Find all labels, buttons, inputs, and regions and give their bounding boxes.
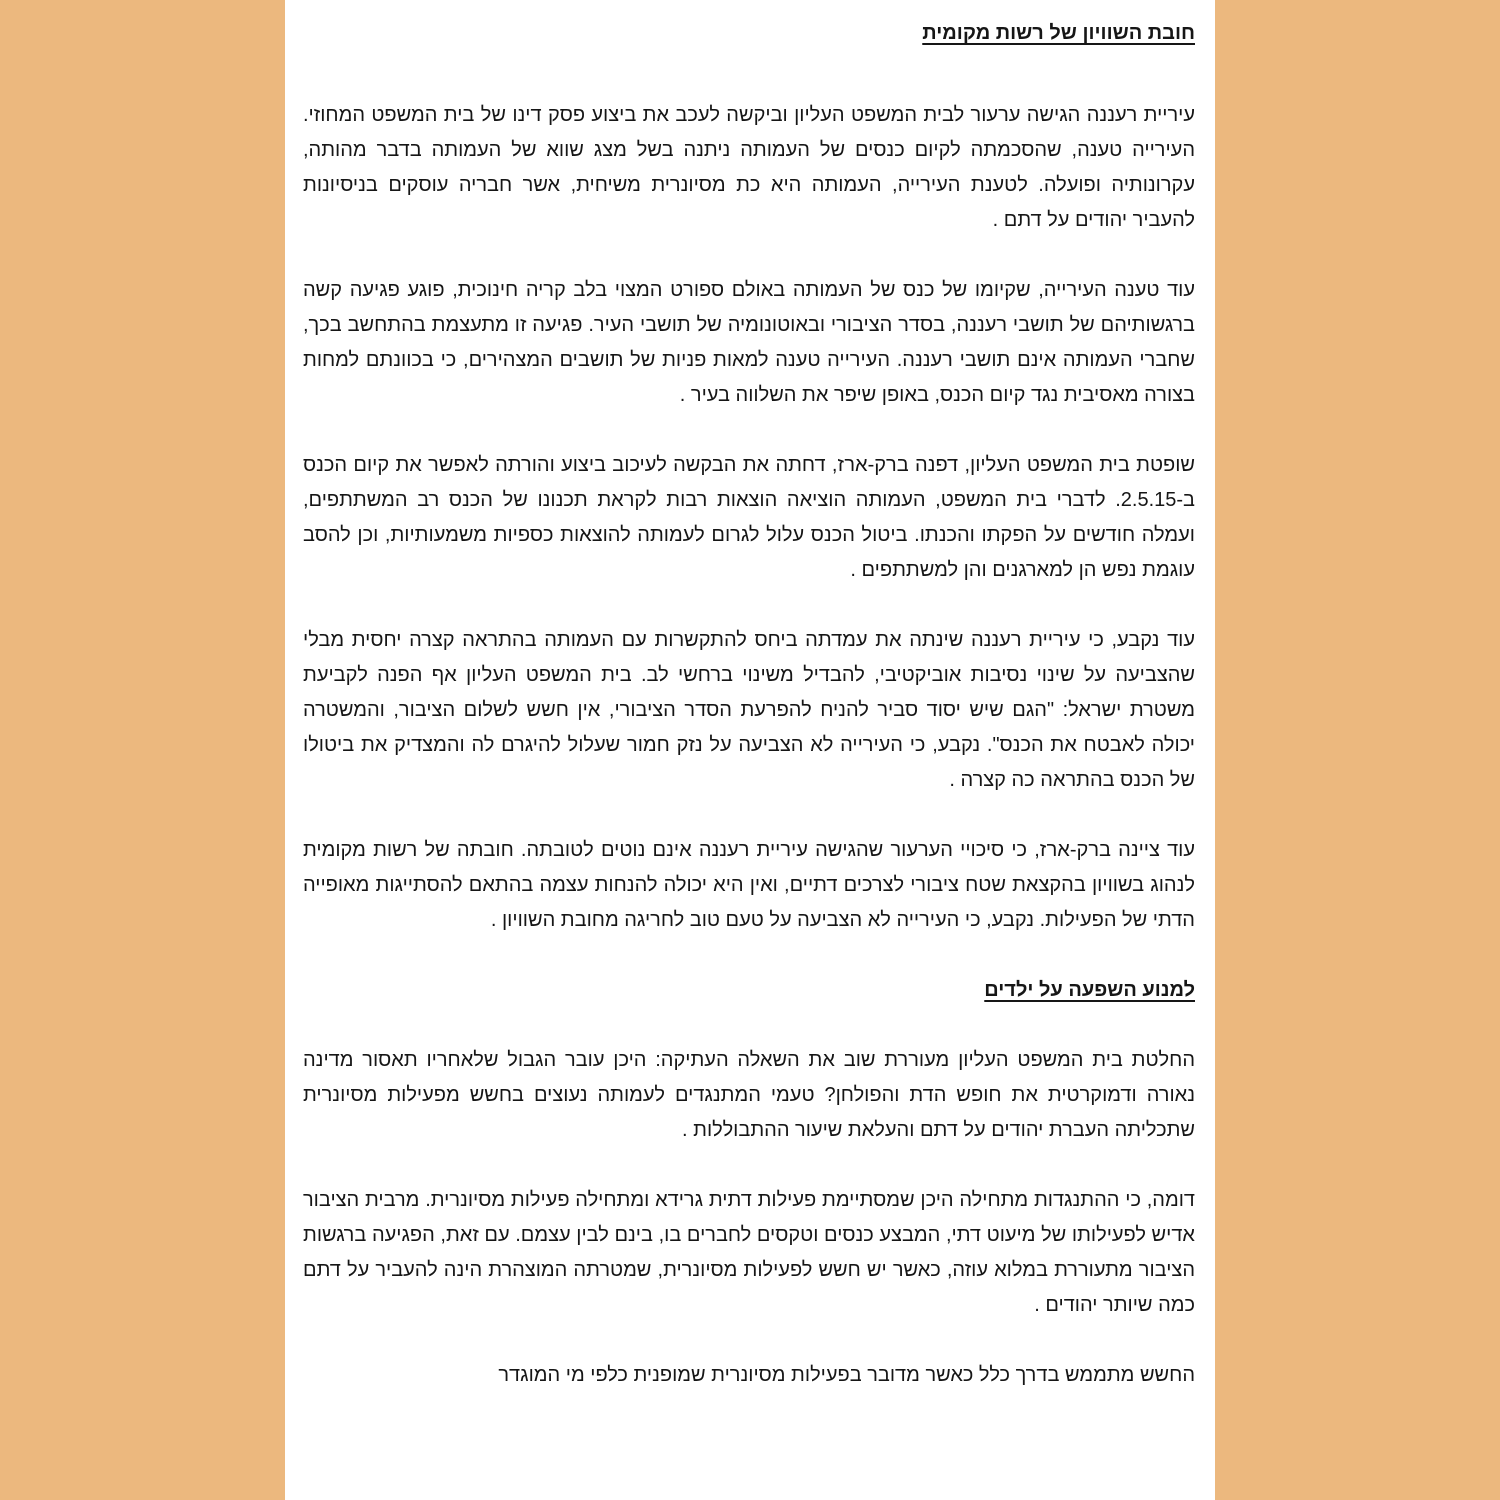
paragraph-2: עוד טענה העירייה, שקיומו של כנס של העמותה באולם ספורט המצוי בלב קריה חינוכית, פוגע פגיעה קשה ברגשותיהם של תושבי רעננה, בסדר הציבורי ובאוטונומיה של תושבי העיר. פגיעה זו מתעצמת בהתחשב בכך, שחברי העמותה אינם תושבי רעננה. העירייה טענה למאות פניות של תושבים המצהירים, כי בכוונתם למחות בצורה מאסיבית נגד קיום הכנס, באופן שיפר את השלווה בעיר . — [303, 279, 1195, 406]
paragraph-6: החלטת בית המשפט העליון מעוררת שוב את השאלה העתיקה: היכן עובר הגבול שלאחריו תאסור מדינה נאורה ודמוקרטית את חופש הדת והפולחן? טעמי המתנגדים לעמותה נעוצים בחשש מפעילות מסיונרית שתכליתה העברת יהודים על דתם והעלאת שיעור ההתבוללות . — [303, 1049, 1195, 1141]
paragraph-8: החשש מתממש בדרך כלל כאשר מדובר בפעילות מסיונרית שמופנית כלפי מי המוגדר — [498, 1364, 1195, 1386]
document-page — [285, 0, 1215, 1500]
paragraph-1: עיריית רעננה הגישה ערעור לבית המשפט העליון וביקשה לעכב את ביצוע פסק דינו של בית המשפט המחוזי. העירייה טענה, שהסכמתה לקיום כנסים של העמותה ניתנה בשל מצג שווא של העמותה בדבר מהותה, עקרונותיה ופועלה. לטענת העירייה, העמותה היא כת מסיונרית משיחית, אשר חבריה עוסקים בניסיונות להעביר יהודים על דתם . — [303, 104, 1195, 231]
section-heading-children: למנוע השפעה על ילדים — [984, 979, 1195, 1001]
paragraph-7: דומה, כי ההתנגדות מתחילה היכן שמסתיימת פעילות דתית גרידא ומתחילה פעילות מסיונרית. מרבית הציבור אדיש לפעילותו של מיעוט דתי, המבצע כנסים וטקסים לחברים בו, בינם לבין עצמם. עם זאת, הפגיעה ברגשות הציבור מתעוררת במלוא עוזה, כאשר יש חשש לפעילות מסיונרית, שמטרתה המוצהרת הינה להעביר על דתם כמה שיותר יהודים . — [303, 1189, 1195, 1316]
paragraph-5: עוד ציינה ברק-ארז, כי סיכויי הערעור שהגישה עיריית רעננה אינם נוטים לטובתה. חובתה של רשות מקומית לנהוג בשוויון בהקצאת שטח ציבורי לצרכים דתיים, ואין היא יכולה להנחות עצמה בהתאם להסתייגות מאופייה הדתי של הפעילות. נקבע, כי העירייה לא הצביעה על טעם טוב לחריגה מחובת השוויון . — [303, 839, 1195, 931]
section-heading-equality: חובת השוויון של רשות מקומית — [922, 22, 1195, 44]
paragraph-4: עוד נקבע, כי עיריית רעננה שינתה את עמדתה ביחס להתקשרות עם העמותה בהתראה קצרה יחסית מבלי שהצביעה על שינוי נסיבות אוביקטיבי, להבדיל משינוי ברחשי לב. בית המשפט העליון אף הפנה לקביעת משטרת ישראל: "הגם שיש יסוד סביר להניח להפרעת הסדר הציבורי, אין חשש לשלום הציבור, והמשטרה יכולה לאבטח את הכנס". נקבע, כי העירייה לא הצביעה על נזק חמור שעלול להיגרם לה והמצדיק את ביטולו של הכנס בהתראה כה קצרה . — [303, 629, 1195, 791]
paragraph-3: שופטת בית המשפט העליון, דפנה ברק-ארז, דחתה את הבקשה לעיכוב ביצוע והורתה לאפשר את קיום הכנס ב-2.5.15. לדברי בית המשפט, העמותה הוציאה הוצאות רבות לקראת תכנונו של הכנס רב המשתתפים, ועמלה חודשים על הפקתו והכנתו. ביטול הכנס עלול לגרום לעמותה להוצאות כספיות משמעותיות, וכן להסב עוגמת נפש הן למארגנים והן למשתתפים . — [303, 454, 1195, 581]
document-body — [303, 0, 1195, 1393]
